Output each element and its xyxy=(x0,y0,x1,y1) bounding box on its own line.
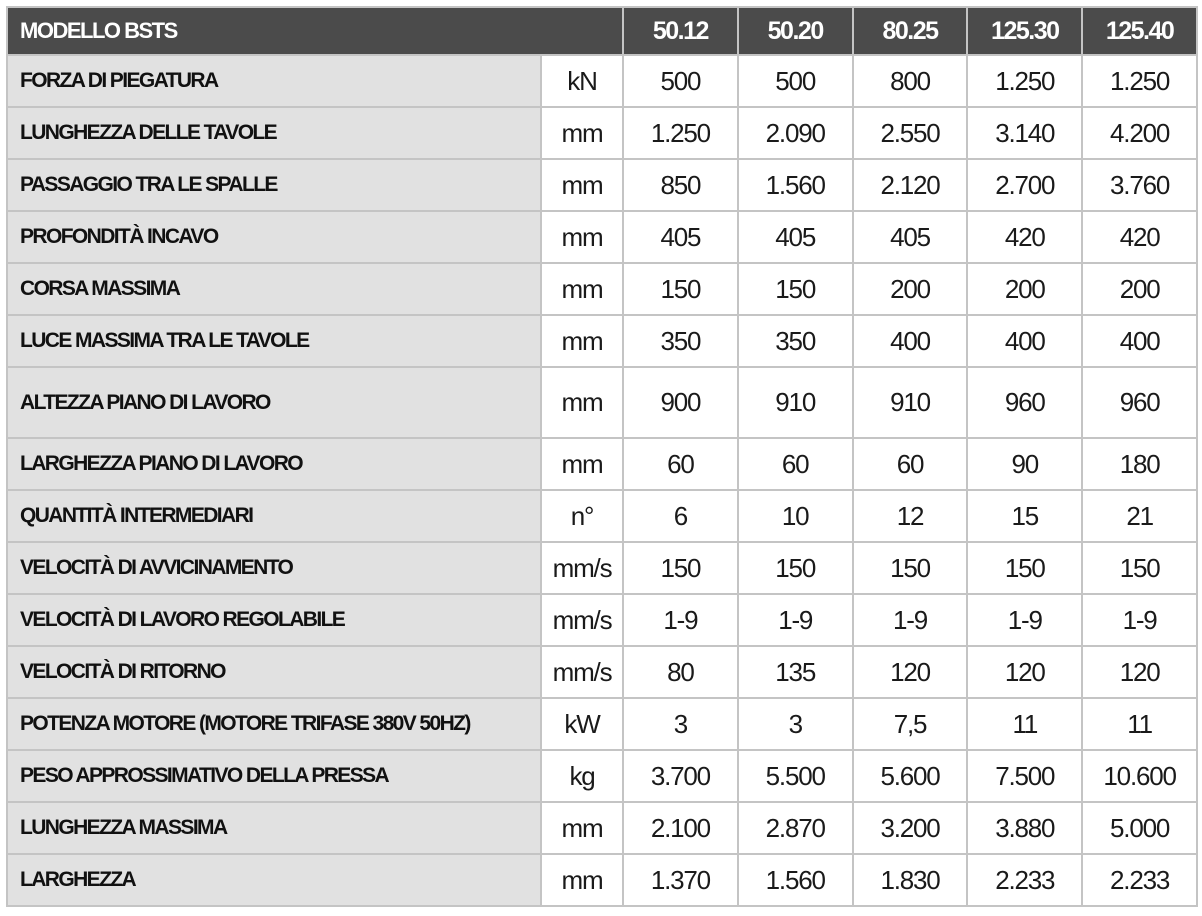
row-unit: kN xyxy=(541,55,623,107)
row-unit: mm xyxy=(541,438,623,490)
value-cell: 2.233 xyxy=(1082,854,1197,906)
row-unit: mm xyxy=(541,107,623,159)
value-cell: 5.000 xyxy=(1082,802,1197,854)
spec-table xyxy=(6,6,1198,907)
model-column-header: 125.30 xyxy=(967,7,1082,55)
table-row xyxy=(7,854,1197,906)
row-unit: kg xyxy=(541,750,623,802)
value-cell: 150 xyxy=(738,542,853,594)
value-cell: 2.090 xyxy=(738,107,853,159)
row-label: LARGHEZZA xyxy=(7,854,541,906)
value-cell: 150 xyxy=(967,542,1082,594)
value-cell: 500 xyxy=(623,55,738,107)
value-cell: 3.760 xyxy=(1082,159,1197,211)
table-row xyxy=(7,490,1197,542)
value-cell: 150 xyxy=(853,542,968,594)
value-cell: 21 xyxy=(1082,490,1197,542)
value-cell: 11 xyxy=(967,698,1082,750)
model-column-header: 80.25 xyxy=(853,7,968,55)
value-cell: 120 xyxy=(967,646,1082,698)
model-column-header: 50.12 xyxy=(623,7,738,55)
value-cell: 1.560 xyxy=(738,854,853,906)
value-cell: 5.600 xyxy=(853,750,968,802)
row-label: QUANTITÀ INTERMEDIARI xyxy=(7,490,541,542)
value-cell: 420 xyxy=(1082,211,1197,263)
table-row xyxy=(7,315,1197,367)
value-cell: 90 xyxy=(967,438,1082,490)
value-cell: 350 xyxy=(738,315,853,367)
value-cell: 2.550 xyxy=(853,107,968,159)
table-row xyxy=(7,594,1197,646)
table-row xyxy=(7,367,1197,438)
row-label: VELOCITÀ DI AVVICINAMENTO xyxy=(7,542,541,594)
value-cell: 15 xyxy=(967,490,1082,542)
table-row xyxy=(7,159,1197,211)
value-cell: 6 xyxy=(623,490,738,542)
row-label: CORSA MASSIMA xyxy=(7,263,541,315)
table-row xyxy=(7,802,1197,854)
row-unit: mm/s xyxy=(541,646,623,698)
value-cell: 405 xyxy=(623,211,738,263)
value-cell: 1-9 xyxy=(853,594,968,646)
table-row xyxy=(7,107,1197,159)
table-row xyxy=(7,698,1197,750)
value-cell: 910 xyxy=(738,367,853,438)
value-cell: 910 xyxy=(853,367,968,438)
table-row xyxy=(7,438,1197,490)
value-cell: 1.250 xyxy=(623,107,738,159)
value-cell: 400 xyxy=(967,315,1082,367)
row-unit: mm xyxy=(541,802,623,854)
value-cell: 7,5 xyxy=(853,698,968,750)
value-cell: 150 xyxy=(623,263,738,315)
row-unit: mm xyxy=(541,854,623,906)
row-unit: mm xyxy=(541,159,623,211)
row-label: LUNGHEZZA MASSIMA xyxy=(7,802,541,854)
value-cell: 3 xyxy=(738,698,853,750)
header-row xyxy=(7,7,1197,55)
header-title: MODELLO BSTS xyxy=(7,7,623,55)
value-cell: 3.200 xyxy=(853,802,968,854)
row-label: LUCE MASSIMA TRA LE TAVOLE xyxy=(7,315,541,367)
value-cell: 3.700 xyxy=(623,750,738,802)
value-cell: 200 xyxy=(1082,263,1197,315)
value-cell: 150 xyxy=(738,263,853,315)
value-cell: 1-9 xyxy=(738,594,853,646)
row-label: VELOCITÀ DI RITORNO xyxy=(7,646,541,698)
value-cell: 120 xyxy=(853,646,968,698)
value-cell: 1-9 xyxy=(967,594,1082,646)
value-cell: 400 xyxy=(1082,315,1197,367)
value-cell: 960 xyxy=(967,367,1082,438)
value-cell: 1.560 xyxy=(738,159,853,211)
value-cell: 900 xyxy=(623,367,738,438)
value-cell: 405 xyxy=(738,211,853,263)
value-cell: 1-9 xyxy=(1082,594,1197,646)
value-cell: 800 xyxy=(853,55,968,107)
value-cell: 1.370 xyxy=(623,854,738,906)
value-cell: 10 xyxy=(738,490,853,542)
model-column-header: 125.40 xyxy=(1082,7,1197,55)
value-cell: 960 xyxy=(1082,367,1197,438)
row-unit: mm xyxy=(541,211,623,263)
table-header xyxy=(7,7,1197,55)
table-row xyxy=(7,263,1197,315)
value-cell: 1.250 xyxy=(1082,55,1197,107)
value-cell: 4.200 xyxy=(1082,107,1197,159)
value-cell: 405 xyxy=(853,211,968,263)
value-cell: 80 xyxy=(623,646,738,698)
value-cell: 135 xyxy=(738,646,853,698)
row-label: ALTEZZA PIANO DI LAVORO xyxy=(7,367,541,438)
value-cell: 200 xyxy=(853,263,968,315)
row-label: FORZA DI PIEGATURA xyxy=(7,55,541,107)
model-column-header: 50.20 xyxy=(738,7,853,55)
row-label: PASSAGGIO TRA LE SPALLE xyxy=(7,159,541,211)
value-cell: 10.600 xyxy=(1082,750,1197,802)
value-cell: 2.100 xyxy=(623,802,738,854)
row-unit: mm xyxy=(541,367,623,438)
value-cell: 2.870 xyxy=(738,802,853,854)
value-cell: 850 xyxy=(623,159,738,211)
row-label: PESO APPROSSIMATIVO DELLA PRESSA xyxy=(7,750,541,802)
row-label: POTENZA MOTORE (MOTORE TRIFASE 380V 50HZ) xyxy=(7,698,541,750)
value-cell: 400 xyxy=(853,315,968,367)
value-cell: 1.250 xyxy=(967,55,1082,107)
value-cell: 11 xyxy=(1082,698,1197,750)
row-unit: mm/s xyxy=(541,594,623,646)
value-cell: 3 xyxy=(623,698,738,750)
value-cell: 1-9 xyxy=(623,594,738,646)
value-cell: 1.830 xyxy=(853,854,968,906)
value-cell: 200 xyxy=(967,263,1082,315)
row-unit: mm xyxy=(541,263,623,315)
value-cell: 3.880 xyxy=(967,802,1082,854)
value-cell: 420 xyxy=(967,211,1082,263)
table-body xyxy=(7,55,1197,906)
value-cell: 60 xyxy=(623,438,738,490)
row-label: VELOCITÀ DI LAVORO REGOLABILE xyxy=(7,594,541,646)
row-label: LUNGHEZZA DELLE TAVOLE xyxy=(7,107,541,159)
row-unit: mm/s xyxy=(541,542,623,594)
value-cell: 150 xyxy=(1082,542,1197,594)
value-cell: 12 xyxy=(853,490,968,542)
value-cell: 2.233 xyxy=(967,854,1082,906)
value-cell: 180 xyxy=(1082,438,1197,490)
value-cell: 2.120 xyxy=(853,159,968,211)
value-cell: 500 xyxy=(738,55,853,107)
table-row xyxy=(7,542,1197,594)
value-cell: 350 xyxy=(623,315,738,367)
row-unit: n° xyxy=(541,490,623,542)
value-cell: 5.500 xyxy=(738,750,853,802)
value-cell: 150 xyxy=(623,542,738,594)
table-row xyxy=(7,750,1197,802)
table-row xyxy=(7,646,1197,698)
row-unit: mm xyxy=(541,315,623,367)
value-cell: 3.140 xyxy=(967,107,1082,159)
row-unit: kW xyxy=(541,698,623,750)
row-label: LARGHEZZA PIANO DI LAVORO xyxy=(7,438,541,490)
row-label: PROFONDITÀ INCAVO xyxy=(7,211,541,263)
table-row xyxy=(7,211,1197,263)
value-cell: 120 xyxy=(1082,646,1197,698)
value-cell: 2.700 xyxy=(967,159,1082,211)
value-cell: 7.500 xyxy=(967,750,1082,802)
table-row xyxy=(7,55,1197,107)
value-cell: 60 xyxy=(738,438,853,490)
value-cell: 60 xyxy=(853,438,968,490)
